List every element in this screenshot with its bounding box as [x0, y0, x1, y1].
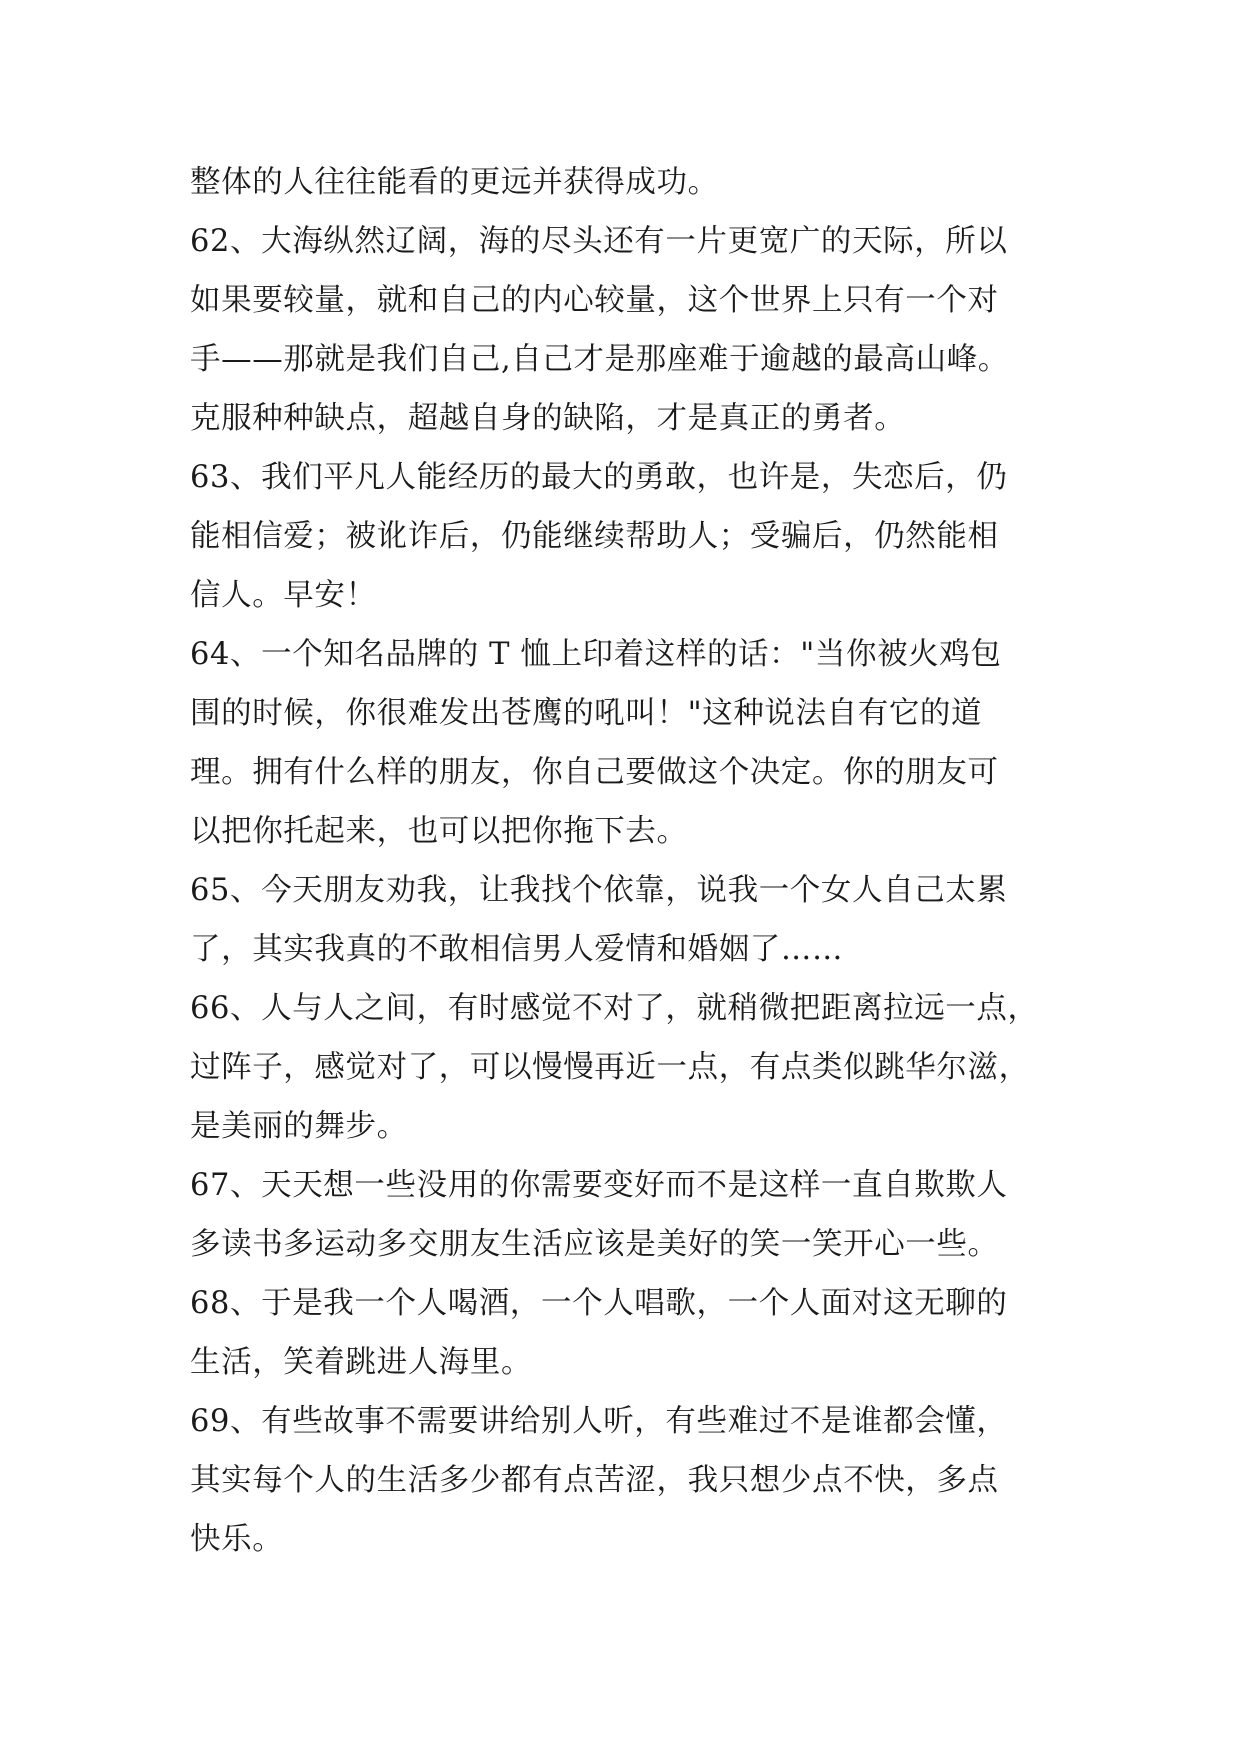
text-line: 克服种种缺点，超越自身的缺陷，才是真正的勇者。 — [190, 401, 906, 436]
text-line: 围的时候，你很难发出苍鹰的吼叫！"这种说法自有它的道 — [190, 696, 983, 731]
text-line: 手——那就是我们自己,自己才是那座难于逾越的最高山峰。 — [190, 342, 1009, 377]
text-line: 能相信爱；被讹诈后，仍能继续帮助人；受骗后，仍然能相 — [190, 519, 999, 554]
text-line: 信人。早安！ — [190, 578, 377, 613]
text-line: 其实每个人的生活多少都有点苦涩，我只想少点不快，多点 — [190, 1463, 999, 1498]
document-body — [190, 153, 1060, 1569]
text-line: 64、一个知名品牌的 T 恤上印着这样的话："当你被火鸡包 — [190, 637, 1002, 672]
text-line: 理。拥有什么样的朋友，你自己要做这个决定。你的朋友可 — [190, 755, 999, 790]
text-line: 如果要较量，就和自己的内心较量，这个世界上只有一个对 — [190, 283, 999, 318]
text-line: 多读书多运动多交朋友生活应该是美好的笑一笑开心一些。 — [190, 1227, 999, 1262]
text-line: 以把你托起来，也可以把你拖下去。 — [190, 814, 688, 849]
text-line: 68、于是我一个人喝酒，一个人唱歌，一个人面对这无聊的 — [190, 1286, 1008, 1321]
text-line: 69、有些故事不需要讲给别人听，有些难过不是谁都会懂， — [190, 1404, 1008, 1439]
text-line: 过阵子，感觉对了，可以慢慢再近一点，有点类似跳华尔滋， — [190, 1050, 1030, 1085]
text-line: 66、人与人之间，有时感觉不对了，就稍微把距离拉远一点， — [190, 991, 1039, 1026]
text-line: 快乐。 — [190, 1522, 284, 1557]
text-line: 整体的人往往能看的更远并获得成功。 — [190, 165, 719, 200]
text-line: 生活，笑着跳进人海里。 — [190, 1345, 533, 1380]
text-line: 65、今天朋友劝我，让我找个依靠，说我一个女人自己太累 — [190, 873, 1008, 908]
text-line: 63、我们平凡人能经历的最大的勇敢，也许是，失恋后，仍 — [190, 460, 1008, 495]
text-line: 是美丽的舞步。 — [190, 1109, 408, 1144]
text-line: 62、大海纵然辽阔，海的尽头还有一片更宽广的天际，所以 — [190, 224, 1008, 259]
text-line: 了，其实我真的不敢相信男人爱情和婚姻了…… — [190, 932, 844, 967]
text-line: 67、天天想一些没用的你需要变好而不是这样一直自欺欺人 — [190, 1168, 1008, 1203]
